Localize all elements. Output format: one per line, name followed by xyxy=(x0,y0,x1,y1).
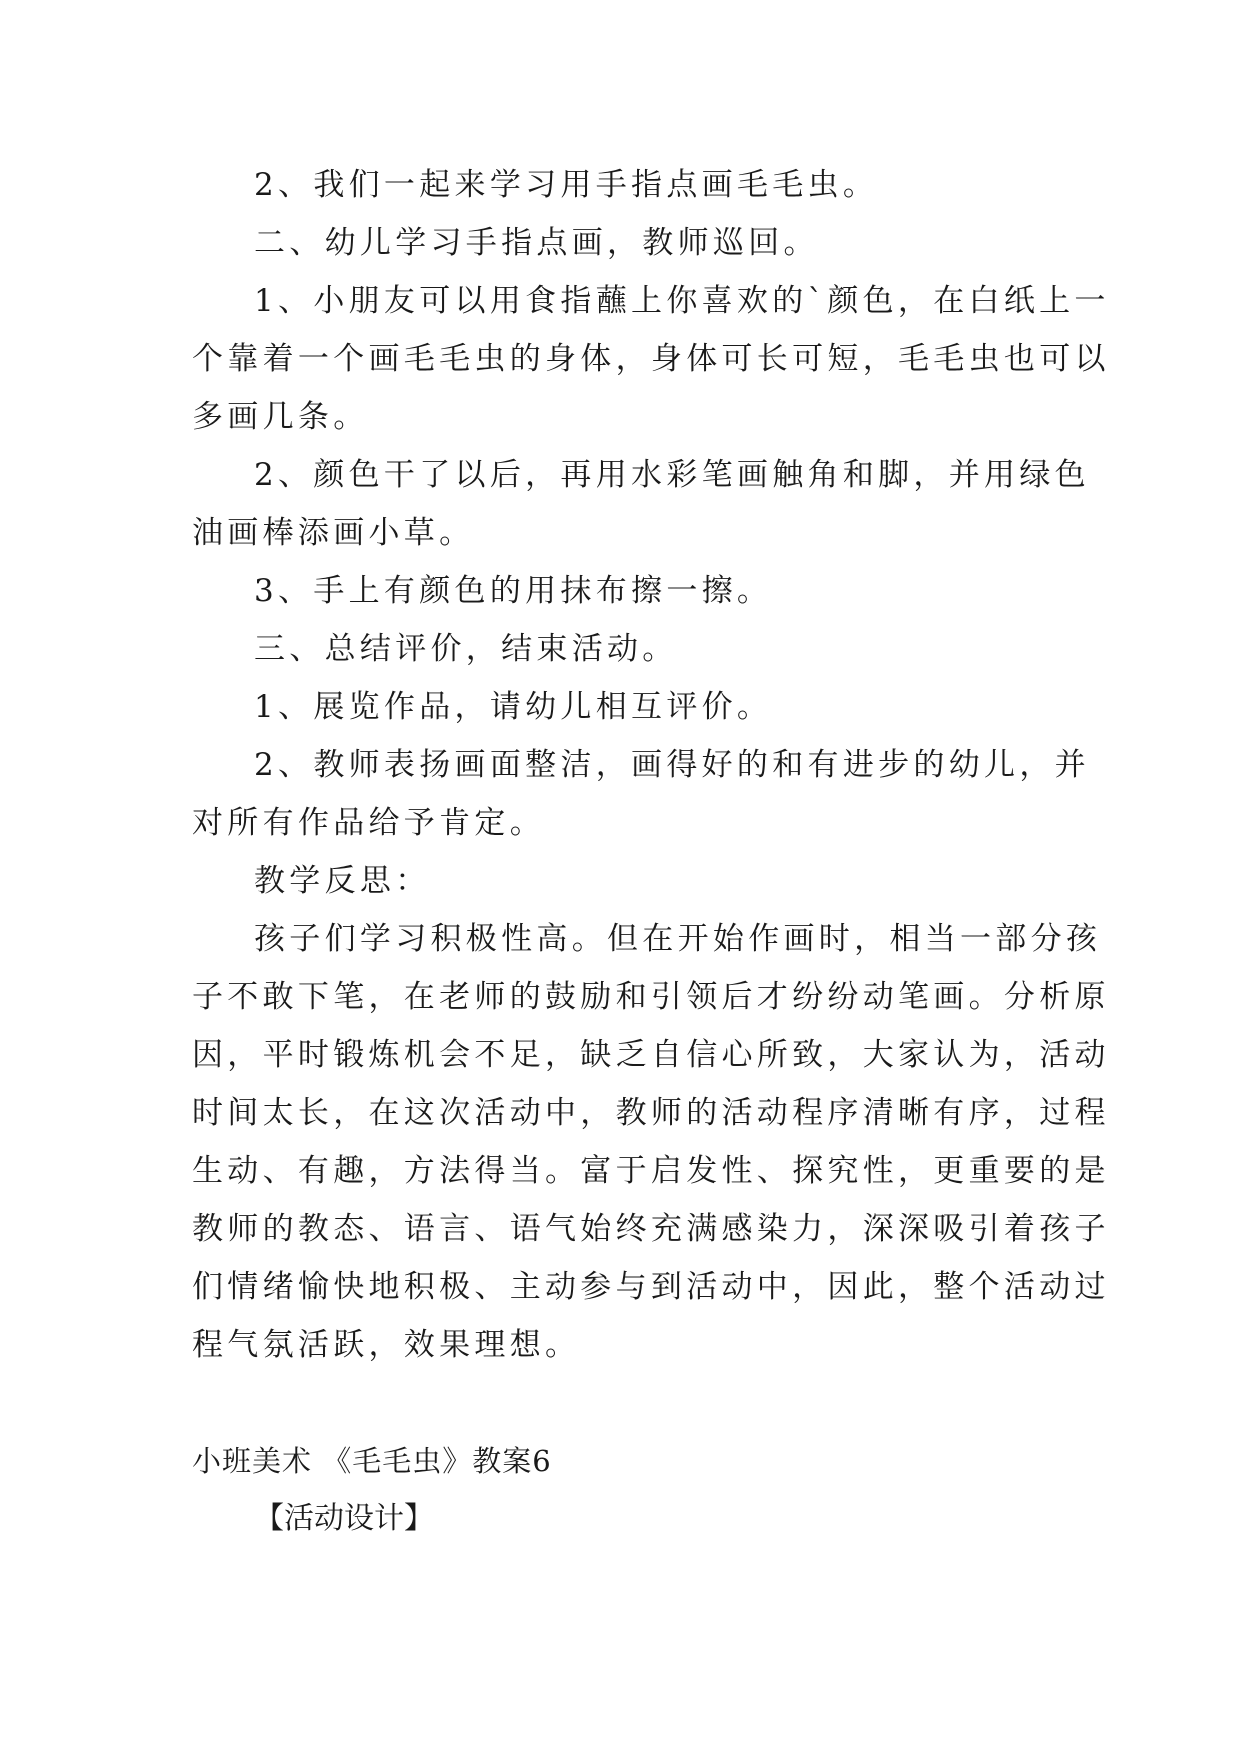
paragraph-line: 多画几条。 xyxy=(192,399,369,435)
paragraph-line: 时间太长，在这次活动中，教师的活动程序清晰有序，过程 xyxy=(192,1095,1110,1131)
paragraph-line: 油画棒添画小草。 xyxy=(192,515,475,551)
section-title: 小班美术 《毛毛虫》教案6 xyxy=(192,1444,552,1478)
paragraph-line: 个靠着一个画毛毛虫的身体，身体可长可短，毛毛虫也可以 xyxy=(192,341,1110,377)
paragraph-line: 3、手上有颜色的用抹布擦一擦。 xyxy=(254,573,773,609)
paragraph-line: 们情绪愉快地积极、主动参与到活动中，因此，整个活动过 xyxy=(192,1269,1110,1305)
paragraph-line: 对所有作品给予肯定。 xyxy=(192,805,545,841)
paragraph-line: 2、教师表扬画面整洁，画得好的和有进步的幼儿，并 xyxy=(254,747,1090,783)
paragraph-line: 程气氛活跃，效果理想。 xyxy=(192,1327,581,1363)
paragraph-line: 教学反思： xyxy=(254,863,431,899)
paragraph-line: 1、展览作品，请幼儿相互评价。 xyxy=(254,689,773,725)
paragraph-line: 2、我们一起来学习用手指点画毛毛虫。 xyxy=(254,167,879,203)
paragraph-line: 1、小朋友可以用食指蘸上你喜欢的`颜色，在白纸上一 xyxy=(254,283,1110,319)
paragraph-line: 三、总结评价，结束活动。 xyxy=(254,631,678,667)
paragraph-line: 2、颜色干了以后，再用水彩笔画触角和脚，并用绿色 xyxy=(254,457,1090,493)
paragraph-line: 孩子们学习积极性高。但在开始作画时，相当一部分孩 xyxy=(254,921,1102,957)
paragraph-line: 生动、有趣，方法得当。富于启发性、探究性，更重要的是 xyxy=(192,1153,1110,1189)
paragraph-line: 二、幼儿学习手指点画，教师巡回。 xyxy=(254,225,819,261)
subsection-title: 【活动设计】 xyxy=(254,1501,434,1536)
paragraph-line: 子不敢下笔，在老师的鼓励和引领后才纷纷动笔画。分析原 xyxy=(192,979,1110,1015)
paragraph-line: 因，平时锻炼机会不足，缺乏自信心所致，大家认为，活动 xyxy=(192,1037,1110,1073)
paragraph-line: 教师的教态、语言、语气始终充满感染力，深深吸引着孩子 xyxy=(192,1211,1110,1247)
